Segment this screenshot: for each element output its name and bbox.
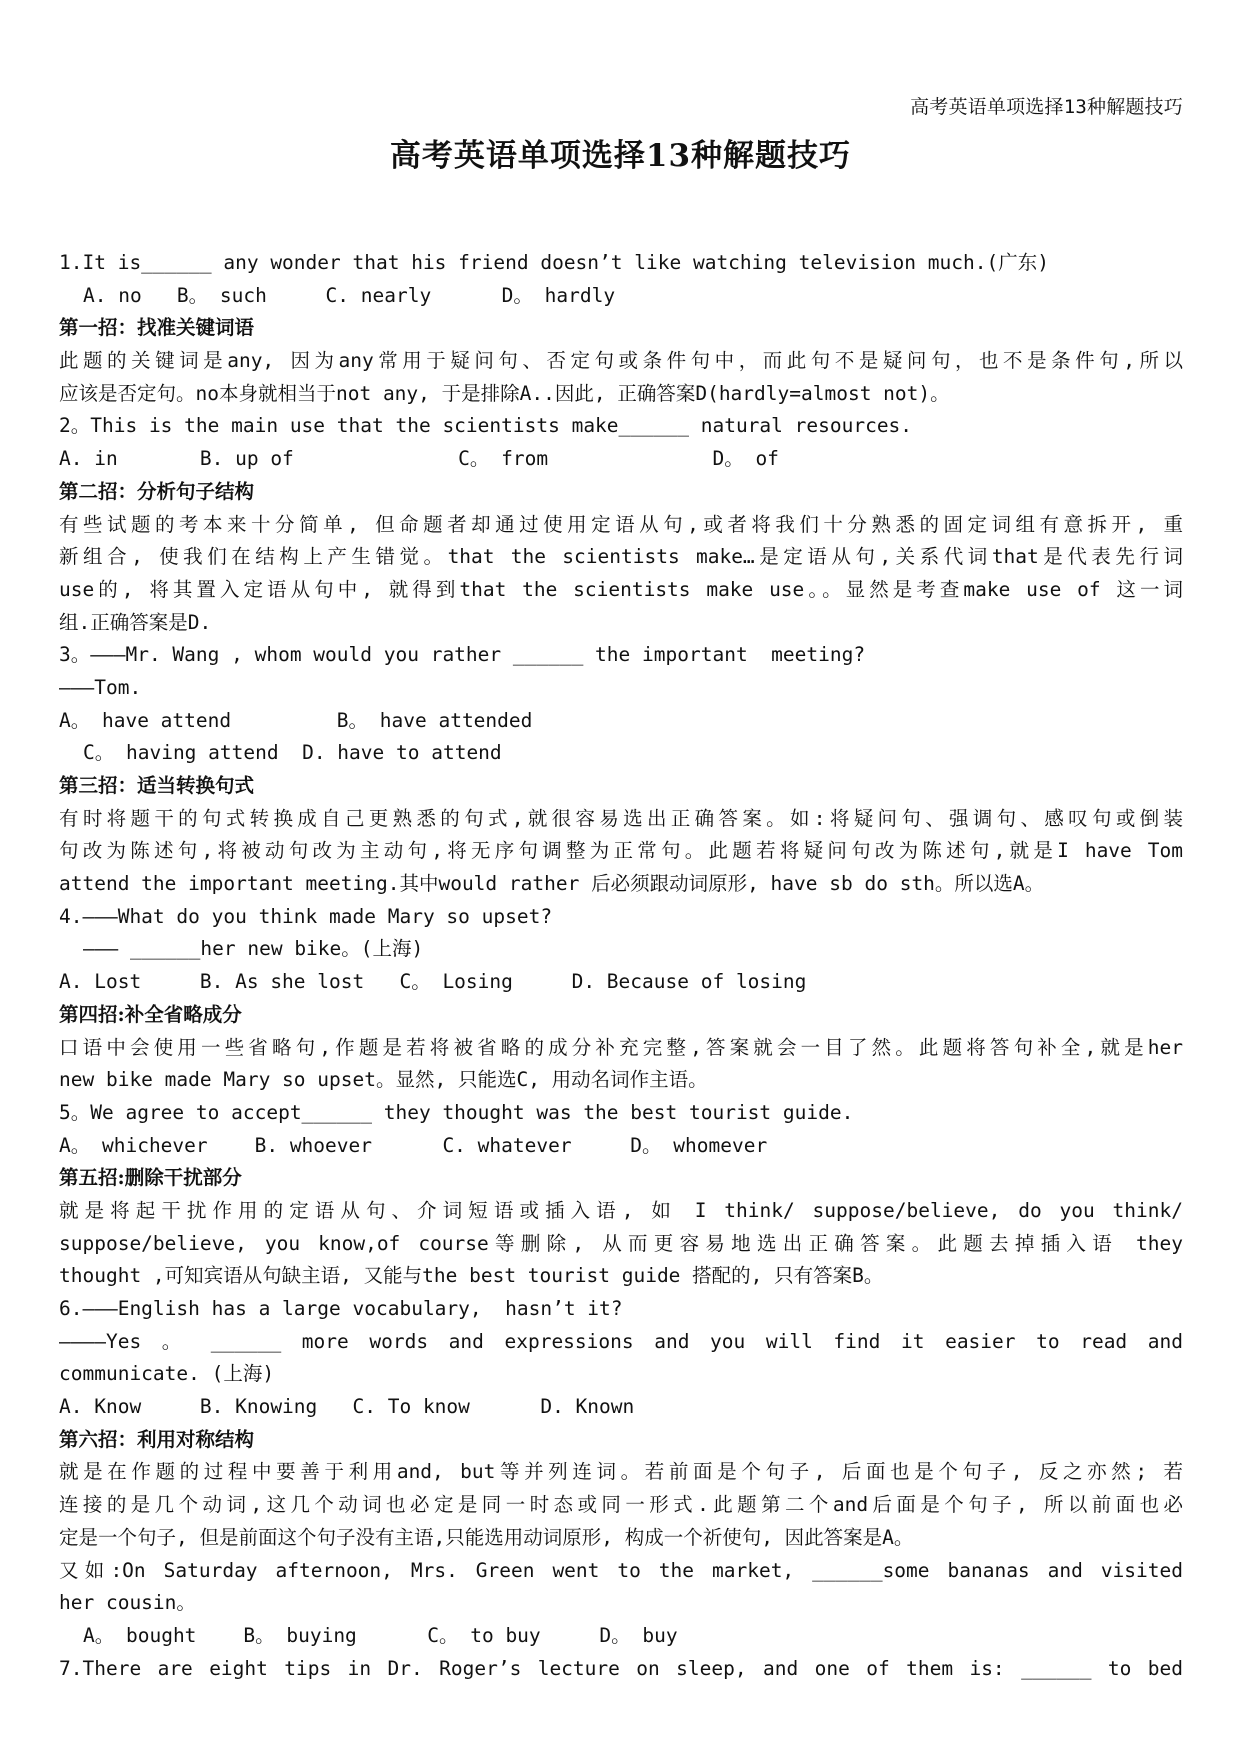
section-heading: 第二招：分析句子结构: [59, 479, 255, 503]
text-line: thought ,可知宾语从句缺主语, 又能与the best tourist guide 搭配的, 只有答案B。: [59, 1264, 884, 1288]
text-line: A. Know B. Knowing C. To know D. Known: [59, 1395, 635, 1419]
section-heading: 第四招:补全省略成分: [59, 1002, 242, 1026]
text-line: A. in B. up of C。 from D。 of: [59, 447, 779, 471]
text-line: A。 bought B。 buying C。 to buy D。 buy: [83, 1623, 678, 1647]
text-line: 应该是否定句。no本身就相当于not any, 于是排除A..因此, 正确答案D(hardly=almost not)。: [59, 381, 950, 405]
text-line: her cousin。: [59, 1591, 196, 1615]
text-line: 3。———Mr. Wang , whom would you rather ______ the important meeting?: [59, 643, 866, 667]
text-line: 就是在作题的过程中要善于利用and, but等并列连词。若前面是个句子, 后面也是个句子, 反之亦然; 若: [59, 1460, 1183, 1484]
text-line: attend the important meeting.其中would rather 后必须跟动词原形, have sb do sth。所以选A。: [59, 872, 1045, 896]
text-line: 4.———What do you think made Mary so upset?: [59, 904, 553, 928]
document-title: 高考英语单项选择13种解题技巧: [389, 138, 852, 174]
text-line: ————Yes 。 ______ more words and expressions and you will find it easier to read and: [59, 1329, 1183, 1353]
text-line: new bike made Mary so upset。显然, 只能选C, 用动名词作主语。: [59, 1068, 708, 1092]
text-line: 有些试题的考本来十分简单, 但命题者却通过使用定语从句,或者将我们十分熟悉的固定词组有意拆开, 重: [59, 512, 1183, 536]
text-line: communicate. (上海): [59, 1362, 275, 1386]
section-heading: 第三招：适当转换句式: [59, 774, 255, 797]
text-line: 1.It is______ any wonder that his friend doesn’t like watching television much.(广东): [59, 251, 1049, 274]
text-line: 5。We agree to accept______ they thought was the best tourist guide.: [59, 1100, 854, 1124]
text-line: C。 having attend D. have to attend: [83, 741, 502, 765]
text-line: ——— ______her new bike。(上海): [83, 937, 424, 961]
text-line: A. Lost B. As she lost C。 Losing D. Because of losing: [59, 970, 807, 994]
text-line: 口语中会使用一些省略句,作题是若将被省略的成分补充完整,答案就会一目了然。此题将答句补全,就是her: [59, 1035, 1183, 1059]
text-line: 有时将题干的句式转换成自己更熟悉的句式,就很容易选出正确答案。如:将疑问句、强调句、感叹句或倒装: [59, 806, 1183, 830]
text-line: use的, 将其置入定语从句中, 就得到that the scientists make use。。显然是考查make use of 这一词: [59, 577, 1183, 601]
text-line: 7.There are eight tips in Dr. Roger’s lecture on sleep, and one of them is: ______ to bed: [59, 1656, 1183, 1680]
text-line: 此题的关键词是any, 因为any常用于疑问句、否定句或条件句中，而此句不是疑问句，也不是条件句,所以: [59, 349, 1183, 373]
running-header: 高考英语单项选择13种解题技巧: [910, 96, 1183, 118]
text-line: 就是将起干扰作用的定语从句、介词短语或插入语, 如 I think/ suppose/believe, do you think/: [59, 1198, 1183, 1222]
text-line: 2。This is the main use that the scientists make______ natural resources.: [59, 414, 913, 438]
text-line: A。 whichever B. whoever C. whatever D。 whomever: [59, 1133, 768, 1157]
text-line: suppose/believe, you know,of course等删除, 从而更容易地选出正确答案。此题去掉插入语 they: [59, 1231, 1183, 1255]
text-line: 6.———English has a large vocabulary, hasn’t it?: [59, 1297, 623, 1320]
text-line: 连接的是几个动词,这几个动词也必定是同一时态或同一形式.此题第二个and后面是个句子, 所以前面也必: [59, 1493, 1183, 1517]
text-line: ———Tom.: [59, 675, 142, 699]
text-line: 又如:On Saturday afternoon, Mrs. Green went to the market, ______some bananas and visited: [59, 1558, 1183, 1582]
text-line: 定是一个句子, 但是前面这个句子没有主语,只能选用动词原形, 构成一个祈使句, 因此答案是A。: [59, 1525, 914, 1549]
document-body: [59, 247, 1183, 1685]
section-heading: 第一招：找准关键词语: [59, 316, 255, 340]
text-line: A. no B。 such C. nearly D。 hardly: [83, 283, 616, 307]
text-line: 句改为陈述句,将被动句改为主动句,将无序句调整为正常句。此题若将疑问句改为陈述句,就是I have Tom: [59, 839, 1183, 863]
section-heading: 第六招：利用对称结构: [59, 1427, 255, 1451]
text-line: 组.正确答案是D.: [59, 610, 212, 634]
text-line: 新组合, 使我们在结构上产生错觉。that the scientists make…是定语从句,关系代词that是代表先行词: [59, 545, 1183, 569]
text-line: A。 have attend B。 have attended: [59, 708, 533, 732]
section-heading: 第五招:删除干扰部分: [59, 1166, 242, 1190]
